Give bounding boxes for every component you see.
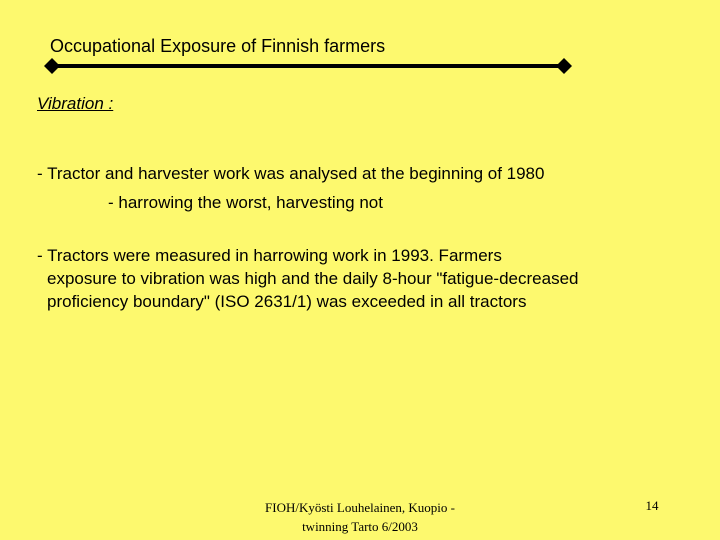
bullet-2-line-2: exposure to vibration was high and the daily 8-hour "fatigue-decreased xyxy=(47,269,579,288)
divider-left-diamond xyxy=(44,58,60,74)
slide-title: Occupational Exposure of Finnish farmers xyxy=(50,36,386,56)
page-number: 14 xyxy=(645,498,659,513)
footer-source-line-2: twinning Tarto 6/2003 xyxy=(302,519,418,534)
bullet-2-line-1: - Tractors were measured in harrowing work in 1993. Farmers xyxy=(37,246,502,265)
title-divider xyxy=(44,58,572,74)
footer-source-line-1: FIOH/Kyösti Louhelainen, Kuopio - xyxy=(265,500,455,515)
footer-source xyxy=(230,498,490,536)
bullet-1-text: - Tractor and harvester work was analysed at the beginning of 1980 xyxy=(37,164,545,183)
divider-right-diamond xyxy=(556,58,572,74)
bullet-1-sub-text: - harrowing the worst, harvesting not xyxy=(108,193,383,212)
bullet-2-line-3: proficiency boundary" (ISO 2631/1) was exceeded in all tractors xyxy=(47,292,527,311)
section-heading: Vibration : xyxy=(37,94,114,113)
